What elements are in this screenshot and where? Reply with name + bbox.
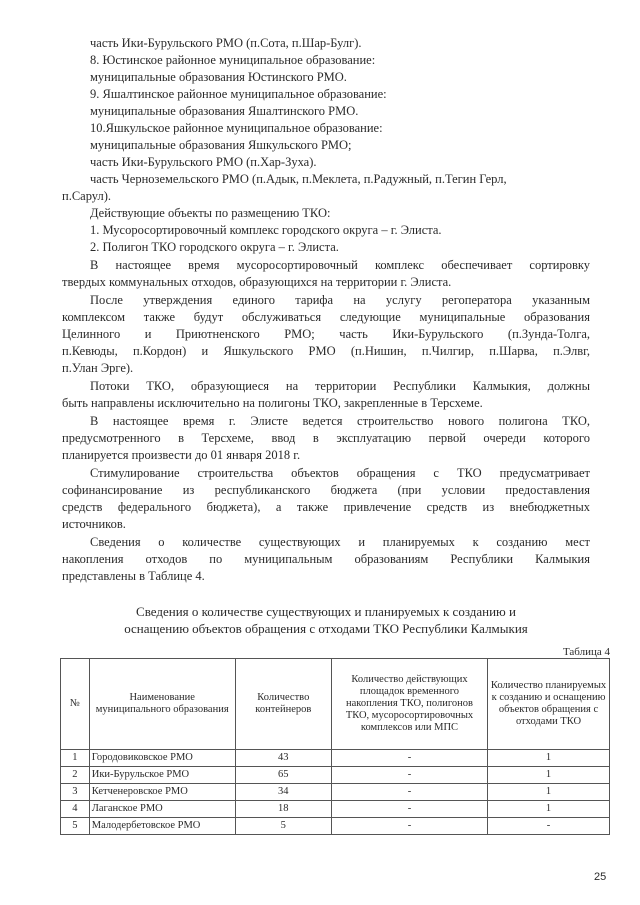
text-line: В настоящее время мусоросортировочный комплекс обеспечивает сортировку <box>90 258 590 272</box>
text-line: 1. Мусоросортировочный комплекс городского округа – г. Элиста. <box>90 223 442 237</box>
header-existing: Количество действующих площадок временного накопления ТКО, полигонов ТКО, мусоросортировочных комплексов или МПС <box>331 659 487 750</box>
cell-planned: 1 <box>488 767 610 784</box>
cell-name: Малодербетовское РМО <box>89 818 235 835</box>
cell-name: Кетченеровское РМО <box>89 784 235 801</box>
header-containers: Количество контейнеров <box>235 659 331 750</box>
cell-num: 1 <box>61 750 90 767</box>
text-line: софинансирование из республиканского бюджета (при условии предоставления <box>62 483 590 497</box>
text-line: п.Сарул). <box>62 189 112 203</box>
table-row <box>61 818 610 835</box>
cell-containers: 34 <box>235 784 331 801</box>
text-line: Сведения о количестве существующих и планируемых к созданию мест <box>90 535 590 549</box>
table-caption-line: Сведения о количестве существующих и планируемых к созданию и <box>136 604 516 619</box>
text-line: 2. Полигон ТКО городского округа – г. Элиста. <box>90 240 339 254</box>
text-line: Действующие объекты по размещению ТКО: <box>90 206 331 220</box>
table-row <box>61 750 610 767</box>
text-line: твердых коммунальных отходов, образующихся на территории г. Элиста. <box>62 275 452 289</box>
cell-existing: - <box>331 818 487 835</box>
table-label: Таблица 4 <box>562 646 610 658</box>
cell-num: 4 <box>61 801 90 818</box>
text-line: 9. Яшалтинское районное муниципальное образование: <box>90 87 387 101</box>
cell-planned: 1 <box>488 801 610 818</box>
text-line: средств федерального бюджета), а также привлечение средств из внебюджетных <box>62 500 590 514</box>
cell-planned: 1 <box>488 750 610 767</box>
header-planned: Количество планируемых к созданию и оснащению объектов обращения с отходами ТКО <box>488 659 610 750</box>
text-line: часть Ики-Бурульского РМО (п.Хар-Зуха). <box>90 155 317 169</box>
text-line: 10.Яшкульское районное муниципальное образование: <box>90 121 383 135</box>
text-line: 8. Юстинское районное муниципальное образование: <box>90 53 376 67</box>
cell-name: Лаганское РМО <box>89 801 235 818</box>
text-line: предусмотренного в Терсхеме, ввод в эксплуатацию первой очереди которого <box>62 431 590 445</box>
cell-name: Ики-Бурульское РМО <box>89 767 235 784</box>
containers-table <box>60 658 610 835</box>
text-line: В настоящее время г. Элисте ведется строительство нового полигона ТКО, <box>90 414 590 428</box>
text-line: Целинного и Приютненского РМО; часть Ики-Бурульского (п.Зунда-Толга, <box>62 327 590 341</box>
cell-num: 2 <box>61 767 90 784</box>
text-line: муниципальные образования Юстинского РМО. <box>90 70 347 84</box>
text-line: п.Кевюды, п.Кордон) и Яшкульского РМО (п.Нишин, п.Чилгир, п.Шарва, п.Элвг, <box>62 344 590 358</box>
table-caption-line: оснащению объектов обращения с отходами ТКО Республики Калмыкия <box>124 621 528 636</box>
cell-num: 3 <box>61 784 90 801</box>
table-row <box>61 801 610 818</box>
text-line: После утверждения единого тарифа на услугу регоператора указанным <box>90 293 590 307</box>
text-line: муниципальные образования Яшалтинского РМО. <box>90 104 359 118</box>
table-row <box>61 767 610 784</box>
cell-existing: - <box>331 801 487 818</box>
table-row <box>61 784 610 801</box>
cell-num: 5 <box>61 818 90 835</box>
text-line: п.Улан Эрге). <box>62 361 134 375</box>
cell-planned: - <box>488 818 610 835</box>
text-line: часть Черноземельского РМО (п.Адык, п.Меклета, п.Радужный, п.Тегин Герл, <box>90 172 507 186</box>
cell-containers: 43 <box>235 750 331 767</box>
cell-planned: 1 <box>488 784 610 801</box>
text-line: комплексом также будут обслуживаться следующие муниципальные образования <box>62 310 590 324</box>
text-line: быть направлены исключительно на полигоны ТКО, закрепленные в Терсхеме. <box>62 396 483 410</box>
cell-containers: 65 <box>235 767 331 784</box>
cell-existing: - <box>331 784 487 801</box>
text-line: муниципальные образования Яшкульского РМО; <box>90 138 352 152</box>
text-line: источников. <box>62 517 126 531</box>
text-line: планируется произвести до 01 января 2018 г. <box>62 448 301 462</box>
text-line: Потоки ТКО, образующиеся на территории Республики Калмыкия, должны <box>90 379 590 393</box>
text-line: часть Ики-Бурульского РМО (п.Сота, п.Шар-Булг). <box>90 36 362 50</box>
cell-name: Городовиковское РМО <box>89 750 235 767</box>
header-num: № <box>61 659 90 750</box>
cell-containers: 5 <box>235 818 331 835</box>
cell-existing: - <box>331 750 487 767</box>
header-name: Наименование муниципального образования <box>89 659 235 750</box>
page-number: 25 <box>594 871 607 883</box>
table-header-row <box>61 659 610 750</box>
text-line: накопления отходов по муниципальным образованиям Республики Калмыкия <box>62 552 590 566</box>
text-line: представлены в Таблице 4. <box>62 569 205 583</box>
text-line: Стимулирование строительства объектов обращения с ТКО предусматривает <box>90 466 590 480</box>
cell-existing: - <box>331 767 487 784</box>
cell-containers: 18 <box>235 801 331 818</box>
